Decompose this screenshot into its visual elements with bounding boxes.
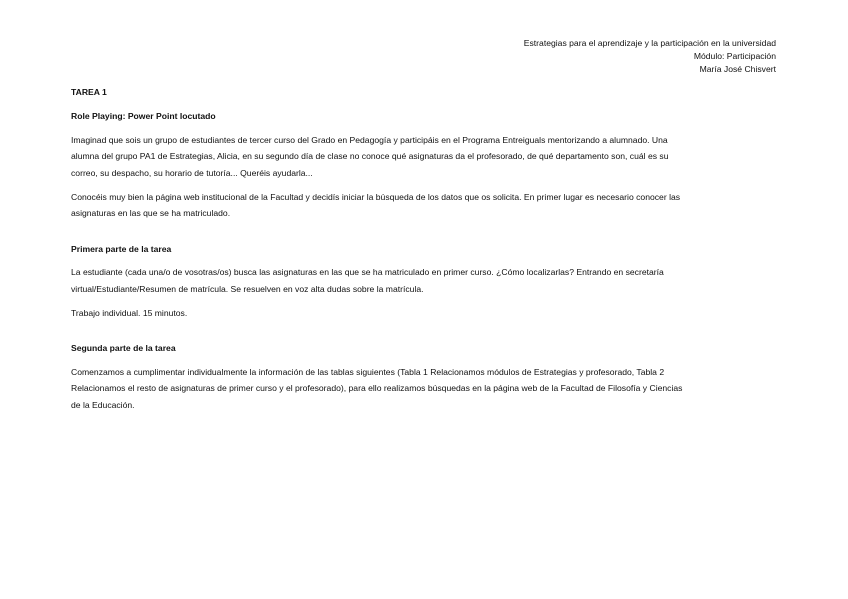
author-name: María José Chisvert bbox=[699, 64, 776, 74]
text-line: virtual/Estudiante/Resumen de matrícula. Se resuelven en voz alta dudas sobre la matrícula. bbox=[71, 283, 424, 294]
text-line: La estudiante (cada una/o de vosotras/os) busca las asignaturas en las que se ha matriculado en primer curso. ¿Cómo localizarlas? Entrando en secretaría bbox=[71, 267, 664, 278]
text-line: alumna del grupo PA1 de Estrategias, Alicia, en su segundo día de clase no conoce qué asignaturas da el profesorado, de qué departamento son, cuál es su bbox=[71, 151, 669, 162]
text-line: Relacionamos el resto de asignaturas de primer curso y el profesorado), para ello realizamos búsquedas en la página web de la Facultad de Filosofía y Ciencias bbox=[71, 383, 683, 394]
part1-paragraph bbox=[71, 264, 777, 297]
text-line: Conocéis muy bien la página web institucional de la Facultad y decidís iniciar la búsqueda de los datos que os solicita. En primer lugar es necesario conocer las bbox=[71, 192, 681, 203]
document-header bbox=[524, 37, 776, 76]
text-line: Imaginad que sois un grupo de estudiantes de tercer curso del Grado en Pedagogía y participáis en el Programa Entreiguals mentorizando a alumnado. Una bbox=[71, 134, 668, 145]
intro-paragraph-1 bbox=[71, 132, 777, 181]
part1-title: Primera parte de la tarea bbox=[71, 243, 172, 254]
task-subtitle: Role Playing: Power Point locutado bbox=[71, 111, 216, 122]
part2-title: Segunda parte de la tarea bbox=[71, 343, 176, 354]
document-body bbox=[71, 84, 777, 421]
text-line: correo, su despacho, su horario de tutoría... Queréis ayudarla... bbox=[71, 167, 313, 178]
course-name: Estrategias para el aprendizaje y la participación en la universidad bbox=[523, 38, 776, 48]
text-line: de la Educación. bbox=[71, 399, 135, 410]
text-line: asignaturas en las que se ha matriculado. bbox=[71, 208, 231, 219]
part1-note: Trabajo individual. 15 minutos. bbox=[71, 308, 188, 319]
text-line: Comenzamos a cumplimentar individualmente la información de las tablas siguientes (Tabla 1 Relacionamos módulos de Estrategias y profesorado, Tabla 2 bbox=[71, 366, 665, 377]
intro-paragraph-2 bbox=[71, 189, 777, 222]
module-name: Módulo: Participación bbox=[693, 51, 776, 61]
part2-paragraph bbox=[71, 364, 777, 413]
task-title: TAREA 1 bbox=[71, 87, 107, 97]
